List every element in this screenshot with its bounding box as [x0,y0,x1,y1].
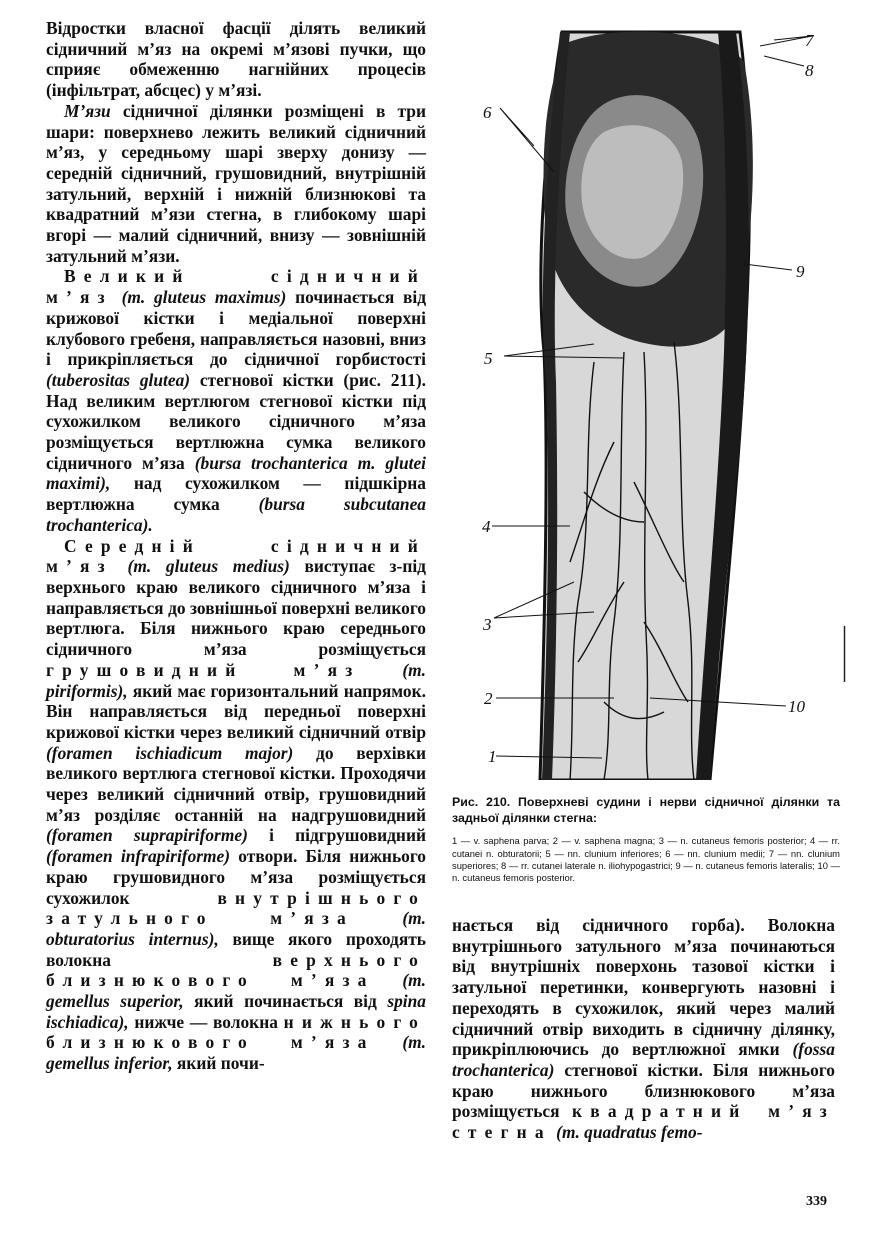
left-text-column [46,18,426,1074]
paragraph-text: стегнової кістки. Біля нижнього краю нижнього близнюкового м’яза розміщується [452,1059,835,1122]
paragraph-text: сідничної ділянки розміщені в три шари: поверхнево лежить великий сідничний м’яз, у середньому шарі зверху донизу — середній сідничний, грушовидний, внутрішній затульний, верхній і нижній близнюкові та квадратний м’язи стегна, в глибокому шарі вгорі — малий сідничний, внизу — зовнішній затульний м’язи. [46,100,426,266]
gluteal-thigh-drawing [474,22,824,780]
paragraph-text: стегнової кістки (рис. 211). Над великим вертлюгом стегнової кістки під сухожилком великого сідничного м’яза розміщується вертлюжна сумка великого сідничного м’яза [46,369,426,473]
latin-term: (m. gemellus superior, [46,970,426,1012]
latin-term: (m. quadratus femo- [556,1122,703,1143]
spaced-term: нижнього близнюкового м’яза [46,1011,426,1053]
spaced-term: верхнього близнюкового м’яза [46,949,426,991]
latin-term: (m. obturatorius internus), [46,908,426,949]
latin-term: (bursa subcutanea trochanterica). [46,494,426,535]
figure-label-6: 6 [483,103,492,122]
spaced-term: грушовидний м’яз [46,659,361,680]
spaced-term: Середній сідничний м’яз [46,535,426,577]
figure-label-8: 8 [805,61,814,80]
paragraph-text: і підгрушовидний [247,825,426,846]
margin-mark [843,626,846,682]
paragraph-text: який має горизонтальний напрямок. Він направляється від передньої поверхні крижової кістки через великий сідничний отвір [46,680,426,742]
paragraph-gluteus-maximus [46,266,426,535]
latin-term: (foramen ischiadicum major) [46,742,294,763]
latin-term: (m. gemellus inferior, [46,1032,426,1074]
page-number: 339 [806,1194,827,1209]
spaced-term: Великий сідничний м’яз [46,266,426,308]
paragraph-text: вище якого проходять волокна [46,928,426,970]
paragraph-text: який починається від [183,991,388,1012]
paragraph-continuation [452,915,835,1143]
paragraph-text: отвори. Біля нижнього краю грушовидного м’яза розміщується сухожилок [46,846,427,908]
figure-caption [452,795,840,885]
paragraph-gluteus-medius [46,536,426,1074]
spaced-term: квадратний м’яз стегна [452,1101,835,1143]
caption-legend: 1 — v. saphena parva; 2 — v. saphena magna; 3 — n. cutaneus femoris posterior; 4 — rr. cutanei n. obturatorii; 5 — nn. clunium inferiores; 6 — nn. clunium medii; 7 — nn. clunium superiores; 8 — rr. cutanei laterale n. iliohypogastrici; 9 — n. cutaneus femoris lateralis; 10 — n. cutaneus femoris posterior. [452,835,840,884]
paragraph-text: який почи- [172,1053,265,1074]
figure-label-3: 3 [483,615,492,634]
latin-term: spina ischiadica), [46,991,426,1032]
latin-term: (m. piriformis), [46,659,426,701]
latin-term: (foramen infrapiriforme) [46,846,231,867]
paragraph-text: до верхівки великого вертлюга стегнової кістки. Проходячи через великий сідничний отвір, грушовидний м’яз розділяє останній на надгрушовидний [46,742,426,825]
italic-lead: М’язи [64,100,111,121]
latin-term: (m. gluteus maximus) [121,287,287,308]
paragraph-text: виступає з-під верхнього краю великого сідничного м’яза і направляється до зовнішньої поверхні великого вертлюга. Біля нижнього краю середнього сідничного м’яза розміщується [46,556,426,660]
paragraph-text: нижче — волокна [128,1011,284,1032]
figure-label-4: 4 [482,517,491,536]
latin-term: (foramen suprapiriforme) [46,825,248,846]
figure-label-5: 5 [484,349,493,368]
figure-label-9: 9 [796,262,805,281]
caption-title: Рис. 210. Поверхневі судини і нерви сідничної ділянки та задньої ділянки стегна: [452,795,840,825]
paragraph-text: починається від крижової кістки і медіальної поверхні клубового гребеня, направляється назовні, вниз і прикріпляється до сідничної горбистості [46,287,426,370]
figure-label-2: 2 [484,689,493,708]
paragraph-text: над сухожилком — підшкірна вертлюжна сумка [46,473,426,515]
latin-term: (bursa trochanterica m. glutei maximi), [46,452,426,494]
paragraph-fascia: Відростки власної фасції ділять великий сідничний м’яз на окремі м’язові пучки, що сприяє обмеженню нагнійних процесів (інфільтрат, абсцес) у м’язі. [46,18,426,101]
latin-term: (fossa trochanterica) [452,1039,835,1080]
figure-label-7: 7 [805,31,814,50]
right-text-column [452,915,835,1143]
figure-label-1: 1 [488,747,497,766]
latin-term: (m. gluteus medius) [127,556,290,577]
figure-label-10: 10 [788,697,805,716]
spaced-term: внутрішнього затульного м’яза [46,887,426,929]
latin-term: (tuberositas glutea) [46,369,191,390]
paragraph-text: нається від сідничного горба). Волокна внутрішнього затульного м’яза починаються від внутрішніх поверхонь тазової кістки і затульної перетинки, конвергують назовні і переходять в сухожилок, який через малий сідничний отвір виходить в сідничну ділянку, прикріплюючись до вертлюжної ямки [452,915,835,1060]
paragraph-muscles-layers [46,101,426,267]
anatomical-illustration [474,22,824,780]
